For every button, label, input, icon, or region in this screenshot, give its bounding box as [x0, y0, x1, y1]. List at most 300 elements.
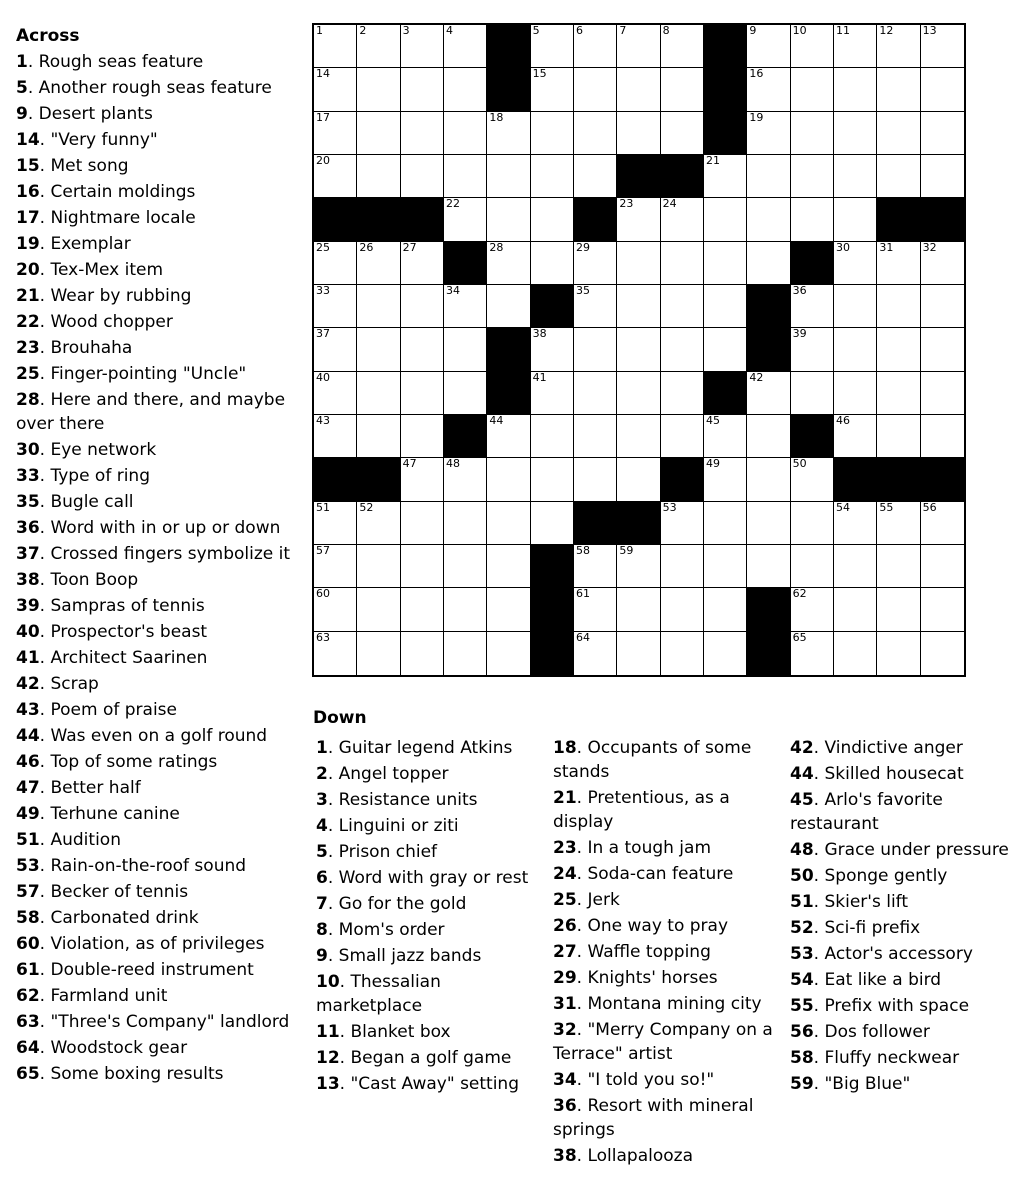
grid-cell[interactable] — [401, 458, 444, 501]
grid-cell[interactable] — [574, 372, 617, 415]
grid-cell[interactable] — [704, 328, 747, 371]
grid-cell[interactable] — [704, 458, 747, 501]
grid-cell[interactable] — [444, 502, 487, 545]
crossword-grid — [312, 23, 966, 677]
grid-cell[interactable] — [487, 155, 530, 198]
grid-cell[interactable] — [401, 112, 444, 155]
clue-text: Small jazz bands — [338, 946, 482, 966]
clue-text: Rain-on-the-roof sound — [50, 856, 247, 876]
grid-cell[interactable] — [357, 632, 400, 675]
clue-text: Skilled housecat — [824, 764, 964, 784]
cell-number: 16 — [749, 67, 764, 81]
grid-cell[interactable] — [617, 588, 660, 631]
grid-cell[interactable] — [747, 155, 790, 198]
grid-cell[interactable] — [877, 545, 920, 588]
grid-cell[interactable] — [791, 545, 834, 588]
clue-text: Jerk — [587, 890, 620, 910]
cell-number: 60 — [316, 587, 330, 601]
grid-cell[interactable] — [661, 502, 704, 545]
clue-number: 17 — [16, 208, 40, 228]
grid-cell[interactable] — [357, 155, 400, 198]
clue: 41. Architect Saarinen — [16, 648, 208, 668]
grid-cell[interactable] — [314, 545, 357, 588]
grid-cell[interactable] — [791, 458, 834, 501]
grid-cell[interactable] — [314, 372, 357, 415]
clue-number: 34 — [553, 1070, 577, 1090]
grid-cell[interactable] — [357, 328, 400, 371]
grid-cell[interactable] — [791, 112, 834, 155]
grid-cell[interactable] — [487, 588, 530, 631]
grid-cell[interactable] — [834, 632, 877, 675]
clue-number: 36 — [16, 518, 40, 538]
grid-cell[interactable] — [661, 372, 704, 415]
grid-cell[interactable] — [877, 588, 920, 631]
grid-cell[interactable] — [617, 112, 660, 155]
grid-cell[interactable] — [401, 588, 444, 631]
cell-number: 18 — [489, 110, 504, 124]
clue: 2. Angel topper — [316, 764, 449, 784]
clue: 59. "Big Blue" — [790, 1074, 911, 1094]
grid-block — [747, 588, 790, 631]
clue-text: Lollapalooza — [587, 1146, 693, 1166]
grid-block — [487, 328, 530, 371]
clue: 25. Jerk — [553, 890, 620, 910]
clue-number: 58 — [790, 1048, 814, 1068]
grid-cell[interactable] — [487, 285, 530, 328]
grid-cell[interactable] — [921, 545, 964, 588]
clue: 8. Mom's order — [316, 920, 445, 940]
grid-cell[interactable] — [487, 112, 530, 155]
grid-cell[interactable] — [357, 588, 400, 631]
clue-number: 36 — [553, 1096, 577, 1116]
cell-number: 58 — [575, 543, 590, 557]
grid-cell[interactable] — [401, 415, 444, 458]
cell-number: 23 — [619, 197, 634, 211]
grid-cell[interactable] — [921, 502, 964, 545]
grid-cell[interactable] — [531, 328, 574, 371]
grid-cell[interactable] — [617, 328, 660, 371]
clue: 34. "I told you so!" — [553, 1070, 715, 1090]
grid-cell[interactable] — [921, 25, 964, 68]
grid-cell[interactable] — [661, 112, 704, 155]
cell-number: 5 — [532, 24, 540, 37]
grid-cell[interactable] — [877, 415, 920, 458]
grid-cell[interactable] — [444, 285, 487, 328]
clue-text: Exemplar — [50, 234, 131, 254]
grid-cell[interactable] — [704, 198, 747, 241]
clue: 61. Double-reed instrument — [16, 960, 254, 980]
cell-number: 43 — [316, 413, 330, 427]
clue: 43. Poem of praise — [16, 700, 177, 720]
grid-cell[interactable] — [921, 242, 964, 285]
grid-cell[interactable] — [704, 502, 747, 545]
grid-cell[interactable] — [314, 502, 357, 545]
grid-cell[interactable] — [401, 155, 444, 198]
grid-cell[interactable] — [314, 285, 357, 328]
cell-number: 13 — [922, 24, 937, 37]
clue-text: Desert plants — [38, 104, 153, 124]
grid-cell[interactable] — [357, 25, 400, 68]
grid-cell[interactable] — [791, 328, 834, 371]
grid-cell[interactable] — [704, 155, 747, 198]
clue-number: 39 — [16, 596, 40, 616]
grid-cell[interactable] — [314, 242, 357, 285]
grid-cell[interactable] — [487, 242, 530, 285]
grid-cell[interactable] — [617, 198, 660, 241]
grid-cell[interactable] — [401, 632, 444, 675]
grid-cell[interactable] — [921, 285, 964, 328]
grid-cell[interactable] — [834, 242, 877, 285]
grid-cell[interactable] — [877, 68, 920, 111]
grid-cell[interactable] — [574, 242, 617, 285]
clue: 24. Soda-can feature — [553, 864, 734, 884]
grid-cell[interactable] — [834, 68, 877, 111]
cell-number: 38 — [532, 327, 547, 341]
grid-cell[interactable] — [401, 285, 444, 328]
clue-number: 21 — [16, 286, 40, 306]
grid-cell[interactable] — [661, 632, 704, 675]
clue-number: 52 — [790, 918, 814, 938]
grid-cell[interactable] — [747, 242, 790, 285]
clue-number: 1 — [316, 738, 328, 758]
grid-cell[interactable] — [921, 632, 964, 675]
grid-cell[interactable] — [747, 415, 790, 458]
grid-cell[interactable] — [487, 415, 530, 458]
grid-cell[interactable] — [314, 588, 357, 631]
grid-block — [704, 68, 747, 111]
clue-text: "Cast Away" setting — [350, 1074, 519, 1094]
clue-number: 55 — [790, 996, 814, 1016]
grid-cell[interactable] — [661, 588, 704, 631]
grid-cell[interactable] — [531, 502, 574, 545]
grid-cell[interactable] — [314, 155, 357, 198]
grid-cell[interactable] — [747, 198, 790, 241]
grid-block — [704, 372, 747, 415]
grid-cell[interactable] — [574, 415, 617, 458]
grid-cell[interactable] — [921, 112, 964, 155]
cell-number: 29 — [575, 240, 590, 254]
grid-block — [921, 198, 964, 241]
clue: 10. Thessalian marketplace — [316, 972, 441, 1016]
grid-cell[interactable] — [661, 198, 704, 241]
grid-cell[interactable] — [834, 415, 877, 458]
clue-number: 56 — [790, 1022, 814, 1042]
grid-cell[interactable] — [921, 588, 964, 631]
clue: 3. Resistance units — [316, 790, 478, 810]
grid-cell[interactable] — [661, 285, 704, 328]
grid-cell[interactable] — [444, 68, 487, 111]
clue-text: Word with in or up or down — [50, 518, 281, 538]
grid-cell[interactable] — [531, 242, 574, 285]
grid-block — [877, 458, 920, 501]
clue: 28. Here and there, and maybe over there — [16, 390, 286, 434]
clue-text: Architect Saarinen — [50, 648, 208, 668]
grid-cell[interactable] — [444, 632, 487, 675]
cell-number: 55 — [879, 500, 894, 514]
clue-text: Sci-fi prefix — [824, 918, 921, 938]
grid-cell[interactable] — [574, 112, 617, 155]
grid-cell[interactable] — [834, 155, 877, 198]
clue-text: "Very funny" — [50, 130, 158, 150]
grid-cell[interactable] — [401, 372, 444, 415]
grid-cell[interactable] — [791, 632, 834, 675]
grid-cell[interactable] — [574, 155, 617, 198]
cell-number: 47 — [402, 457, 417, 471]
cell-number: 37 — [316, 327, 330, 341]
grid-cell[interactable] — [574, 632, 617, 675]
grid-cell[interactable] — [487, 198, 530, 241]
grid-cell[interactable] — [661, 415, 704, 458]
grid-cell[interactable] — [444, 155, 487, 198]
clue: 29. Knights' horses — [553, 968, 718, 988]
across-clues — [16, 24, 306, 1088]
cell-number: 59 — [619, 543, 634, 557]
grid-cell[interactable] — [877, 502, 920, 545]
grid-cell[interactable] — [357, 502, 400, 545]
clue-number: 25 — [553, 890, 577, 910]
grid-block — [704, 25, 747, 68]
grid-cell[interactable] — [921, 415, 964, 458]
grid-cell[interactable] — [617, 415, 660, 458]
grid-cell[interactable] — [617, 242, 660, 285]
clue: 22. Wood chopper — [16, 312, 173, 332]
grid-cell[interactable] — [877, 285, 920, 328]
clue-number: 31 — [553, 994, 577, 1014]
grid-cell[interactable] — [704, 415, 747, 458]
grid-cell[interactable] — [401, 545, 444, 588]
grid-cell[interactable] — [834, 198, 877, 241]
grid-cell[interactable] — [617, 25, 660, 68]
clue-text: Sampras of tennis — [50, 596, 205, 616]
grid-cell[interactable] — [444, 25, 487, 68]
grid-cell[interactable] — [574, 328, 617, 371]
cell-number: 26 — [359, 240, 374, 254]
grid-cell[interactable] — [401, 68, 444, 111]
clue: 33. Type of ring — [16, 466, 151, 486]
grid-cell[interactable] — [661, 68, 704, 111]
grid-cell[interactable] — [314, 415, 357, 458]
grid-cell[interactable] — [401, 502, 444, 545]
clue-number: 24 — [553, 864, 577, 884]
cell-number: 27 — [402, 240, 417, 254]
grid-cell[interactable] — [574, 285, 617, 328]
grid-cell[interactable] — [704, 632, 747, 675]
clue: 6. Word with gray or rest — [316, 868, 529, 888]
grid-block — [487, 68, 530, 111]
cell-number: 20 — [316, 153, 330, 167]
grid-cell[interactable] — [531, 198, 574, 241]
clue: 56. Dos follower — [790, 1022, 930, 1042]
grid-cell[interactable] — [661, 328, 704, 371]
clue: 4. Linguini or ziti — [316, 816, 459, 836]
grid-cell[interactable] — [401, 25, 444, 68]
grid-cell[interactable] — [834, 545, 877, 588]
grid-cell[interactable] — [704, 588, 747, 631]
grid-cell[interactable] — [704, 545, 747, 588]
clue: 46. Top of some ratings — [16, 752, 218, 772]
grid-block — [661, 155, 704, 198]
grid-cell[interactable] — [704, 285, 747, 328]
grid-cell[interactable] — [661, 25, 704, 68]
clue: 45. Arlo's favorite restaurant — [790, 790, 943, 834]
grid-cell[interactable] — [357, 112, 400, 155]
grid-cell[interactable] — [877, 632, 920, 675]
grid-cell[interactable] — [747, 112, 790, 155]
clue-text: Met song — [50, 156, 129, 176]
grid-cell[interactable] — [531, 112, 574, 155]
grid-cell[interactable] — [704, 242, 747, 285]
down-title: Down — [313, 708, 367, 728]
grid-cell[interactable] — [357, 285, 400, 328]
grid-cell[interactable] — [314, 68, 357, 111]
grid-cell[interactable] — [314, 328, 357, 371]
grid-cell[interactable] — [574, 588, 617, 631]
grid-cell[interactable] — [921, 68, 964, 111]
grid-block — [791, 415, 834, 458]
grid-cell[interactable] — [617, 458, 660, 501]
across-clue-list — [16, 50, 306, 1086]
grid-cell[interactable] — [357, 68, 400, 111]
grid-cell[interactable] — [357, 415, 400, 458]
grid-cell[interactable] — [834, 502, 877, 545]
grid-cell[interactable] — [617, 68, 660, 111]
grid-cell[interactable] — [357, 242, 400, 285]
cell-number: 3 — [402, 24, 410, 37]
grid-cell[interactable] — [921, 372, 964, 415]
grid-block — [531, 285, 574, 328]
clue: 15. Met song — [16, 156, 129, 176]
cell-number: 35 — [575, 283, 590, 297]
grid-cell[interactable] — [574, 68, 617, 111]
grid-cell[interactable] — [531, 372, 574, 415]
grid-cell[interactable] — [531, 68, 574, 111]
grid-cell[interactable] — [444, 372, 487, 415]
grid-cell[interactable] — [747, 545, 790, 588]
grid-cell[interactable] — [877, 242, 920, 285]
grid-cell[interactable] — [877, 155, 920, 198]
clue-number: 40 — [16, 622, 40, 642]
grid-cell[interactable] — [661, 242, 704, 285]
grid-cell[interactable] — [921, 328, 964, 371]
grid-cell[interactable] — [877, 112, 920, 155]
clue: 21. Pretentious, as a display — [553, 788, 730, 832]
grid-cell[interactable] — [877, 328, 920, 371]
grid-cell[interactable] — [747, 68, 790, 111]
clue-text: Prefix with space — [824, 996, 970, 1016]
grid-cell[interactable] — [357, 545, 400, 588]
grid-cell[interactable] — [444, 198, 487, 241]
grid-cell[interactable] — [617, 545, 660, 588]
grid-cell[interactable] — [531, 415, 574, 458]
grid-cell[interactable] — [617, 372, 660, 415]
grid-cell[interactable] — [487, 502, 530, 545]
clue-number: 35 — [16, 492, 40, 512]
grid-cell[interactable] — [574, 25, 617, 68]
grid-cell[interactable] — [617, 285, 660, 328]
grid-cell[interactable] — [791, 68, 834, 111]
grid-cell[interactable] — [531, 458, 574, 501]
clue-number: 26 — [553, 916, 577, 936]
grid-cell[interactable] — [747, 502, 790, 545]
grid-cell[interactable] — [834, 25, 877, 68]
clue-number: 4 — [316, 816, 328, 836]
clue-text: Wear by rubbing — [50, 286, 192, 306]
clue-number: 6 — [316, 868, 328, 888]
clue: 20. Tex-Mex item — [16, 260, 164, 280]
grid-cell[interactable] — [444, 458, 487, 501]
grid-cell[interactable] — [921, 155, 964, 198]
grid-cell[interactable] — [444, 545, 487, 588]
clue-number: 48 — [790, 840, 814, 860]
grid-cell[interactable] — [791, 198, 834, 241]
clue-text: Angel topper — [338, 764, 449, 784]
grid-cell[interactable] — [791, 285, 834, 328]
clue-number: 43 — [16, 700, 40, 720]
clue-number: 23 — [16, 338, 40, 358]
grid-cell[interactable] — [487, 545, 530, 588]
grid-cell[interactable] — [834, 328, 877, 371]
grid-cell[interactable] — [834, 372, 877, 415]
grid-cell[interactable] — [747, 458, 790, 501]
grid-cell[interactable] — [834, 112, 877, 155]
grid-cell[interactable] — [574, 545, 617, 588]
grid-cell[interactable] — [357, 372, 400, 415]
grid-cell[interactable] — [531, 155, 574, 198]
cell-number: 12 — [879, 24, 894, 37]
grid-cell[interactable] — [747, 25, 790, 68]
grid-cell[interactable] — [617, 632, 660, 675]
grid-cell[interactable] — [444, 588, 487, 631]
grid-cell[interactable] — [444, 112, 487, 155]
clue-number: 58 — [16, 908, 40, 928]
grid-block — [357, 458, 400, 501]
clue: 40. Prospector's beast — [16, 622, 208, 642]
grid-cell[interactable] — [574, 458, 617, 501]
cell-number: 57 — [316, 543, 330, 557]
grid-cell[interactable] — [314, 112, 357, 155]
grid-cell[interactable] — [487, 632, 530, 675]
cell-number: 14 — [316, 67, 330, 81]
clue: 47. Better half — [16, 778, 141, 798]
grid-cell[interactable] — [791, 588, 834, 631]
grid-cell[interactable] — [877, 25, 920, 68]
clue: 16. Certain moldings — [16, 182, 196, 202]
grid-cell[interactable] — [314, 632, 357, 675]
grid-cell[interactable] — [401, 242, 444, 285]
grid-cell[interactable] — [791, 372, 834, 415]
grid-cell[interactable] — [487, 458, 530, 501]
grid-cell[interactable] — [877, 372, 920, 415]
grid-cell[interactable] — [444, 328, 487, 371]
grid-cell[interactable] — [834, 285, 877, 328]
grid-cell[interactable] — [401, 328, 444, 371]
grid-cell[interactable] — [314, 25, 357, 68]
grid-cell[interactable] — [747, 372, 790, 415]
cell-number: 6 — [575, 24, 583, 37]
clue-number: 19 — [16, 234, 40, 254]
grid-cell[interactable] — [834, 588, 877, 631]
clue: 23. In a tough jam — [553, 838, 712, 858]
grid-cell[interactable] — [791, 155, 834, 198]
grid-cell[interactable] — [661, 545, 704, 588]
grid-block — [487, 25, 530, 68]
clue-text: Violation, as of privileges — [50, 934, 265, 954]
grid-cell[interactable] — [791, 502, 834, 545]
grid-cell[interactable] — [531, 25, 574, 68]
cell-number: 21 — [705, 153, 720, 167]
clue: 52. Sci-fi prefix — [790, 918, 921, 938]
grid-cell[interactable] — [791, 25, 834, 68]
